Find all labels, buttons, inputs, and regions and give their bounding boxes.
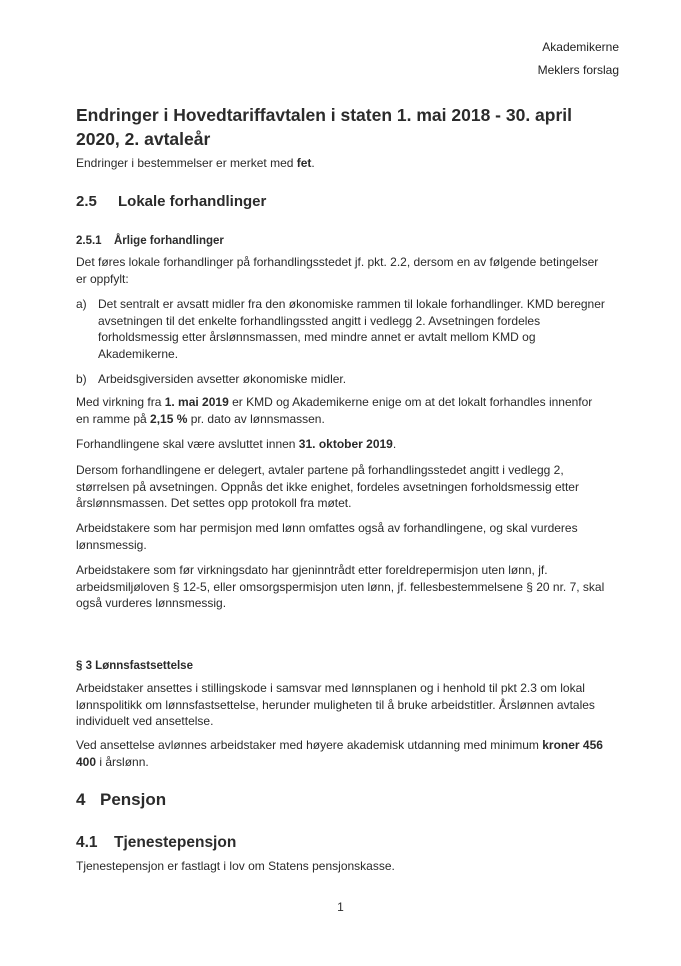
section-number: 2.5 [76,193,97,210]
paragraph-parental-leave: Arbeidstakere som før virkningsdato har gjeninntrådt etter foreldrepermisjon uten lønn, jf. arbeidsmiljøloven § 12-5, eller omsorgspermisjon uten lønn, jf. fellesbestemmelsene § 20 nr. 7, skal også vurderes lønnsmessig. [76,563,605,610]
paragraph-salary-setting: Arbeidstaker ansettes i stillingskode i samsvar med lønnsplanen og i henhold til pkt 2.3 om lokal lønnspolitikk om lønnsfastsettelse, herunder muligheten til å bruke arbeidstitler. Årslønnen avtales individuelt ved ansettelse. [76,681,595,728]
paragraph-ramme: Med virkning fra 1. mai 2019 er KMD og Akademikerne enige om at det lokalt forhandles innenfor en ramme på 2,15 % pr. dato av lønnsmassen. [76,395,593,426]
paragraph-pension: Tjenestepensjon er fastlagt i lov om Statens pensjonskasse. [76,859,395,873]
subsection-title: Årlige forhandlinger [114,235,224,247]
intro-paragraph: Det føres lokale forhandlinger på forhandlingsstedet jf. pkt. 2.2, dersom en av følgende betingelser er oppfylt: [76,255,599,286]
list-text: Arbeidsgiversiden avsetter økonomiske midler. [98,372,347,386]
list-marker: a) [76,297,87,311]
list-marker: b) [76,372,87,386]
paragraph-delegated: Dersom forhandlingene er delegert, avtaler partene på forhandlingsstedet angitt i vedlegg 2, størrelsen på avsetningen. Oppnås det ikke enighet, fordeles avsetningen forholdsmessig etter årslønnsmassen. Det settes opp protokoll fra møtet. [76,463,579,510]
document-title: Endringer i Hovedtariffavtalen i staten 1. mai 2018 - 30. april 2020, 2. avtaleår [76,105,573,149]
subsection-heading-2-5-1 [76,235,608,247]
list-text: Det sentralt er avsatt midler fra den økonomiske rammen til lokale forhandlinger. KMD beregner avsetningen til det enkelte forhandlingssted angitt i vedlegg 2. Avsetningen fordeles forholdsmessig etter årslønnsmassen, med mindre annet er avtalt mellom KMD og Akademikerne. [98,297,605,361]
section-number: 4 [76,790,86,809]
header-org: Akademikerne [542,40,619,54]
paragraph-deadline: Forhandlingene skal være avsluttet innen 31. oktober 2019. [76,437,397,451]
section-title: Lokale forhandlinger [118,193,267,210]
paragraph-minimum-salary: Ved ansettelse avlønnes arbeidstaker med høyere akademisk utdanning med minimum kroner 456 400 i årslønn. [76,738,603,769]
subsection-number: 4.1 [76,834,98,851]
subsection-title: Tjenestepensjon [114,834,237,851]
section-heading-3: § 3 Lønnsfastsettelse [76,660,193,672]
section-heading-2-5 [76,193,608,210]
subsection-heading-4-1 [76,834,608,852]
section-heading-4 [76,790,608,810]
paragraph-permission: Arbeidstakere som har permisjon med lønn omfattes også av forhandlingene, og skal vurderes lønnsmessig. [76,521,578,552]
list-item-b [76,371,608,388]
page-number: 1 [337,900,344,914]
subsection-number: 2.5.1 [76,235,102,247]
header-subtitle: Meklers forslag [537,63,619,77]
section-title: Pensjon [100,790,167,809]
change-note: Endringer i bestemmelser er merket med fet. [76,156,315,170]
list-item-a [76,296,608,362]
